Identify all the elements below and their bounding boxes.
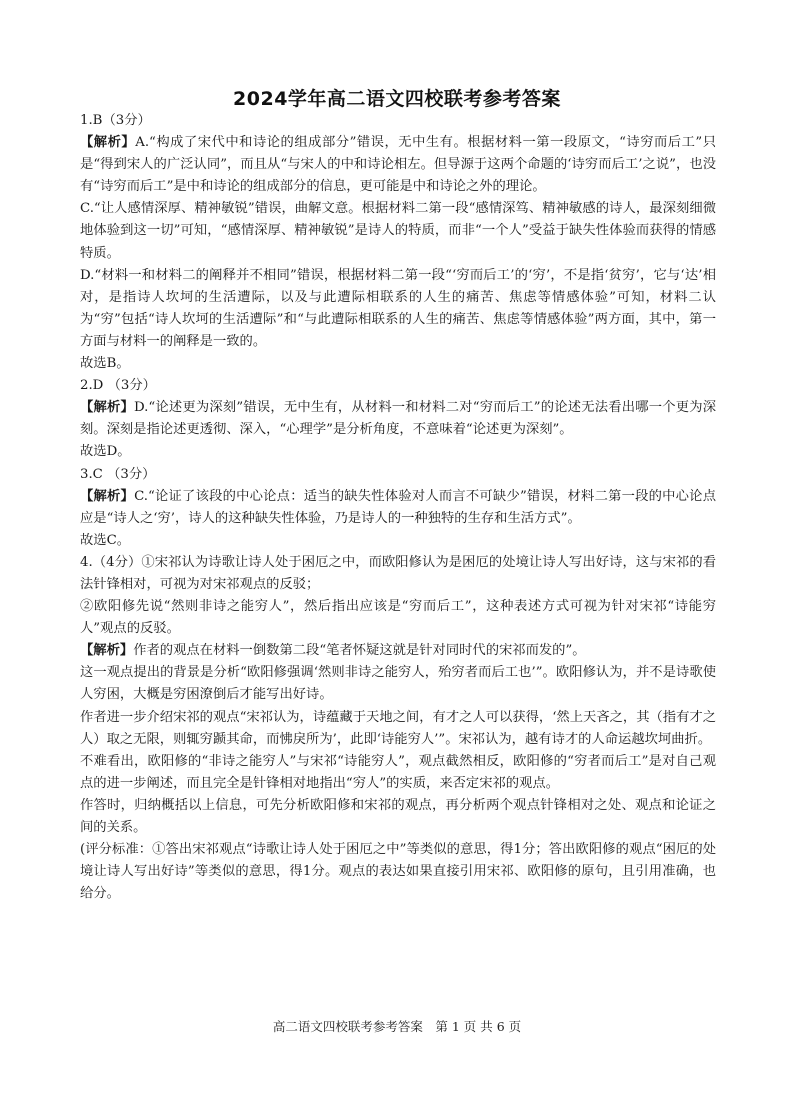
analysis-label: 【解析】: [80, 488, 135, 504]
paragraph: 3.C （3分）: [80, 466, 156, 482]
answer-content: [80, 110, 716, 905]
page-footer: 高二语文四校联考参考答案 第 1 页 共 6 页: [272, 1019, 522, 1034]
paragraph: 1.B（3分）: [80, 113, 151, 128]
paragraph: 2.D （3分）: [80, 378, 156, 394]
paragraph: 【解析】A.“构成了宋代中和诗论的组成部分”错误，无中生有。根据材料一第一段原文，“诗穷而后工”只是“得到宋人的广泛认同”，而且从“与宋人的中和诗论相左。但导源于这两个命题的‘诗穷而后工’之说”，也没有“诗穷而后工”是中和诗论的组成部分的信息，更可能是中和诗论之外的理论。: [80, 135, 717, 195]
analysis-label: 【解析】: [80, 643, 134, 659]
paragraph: 作者进一步介绍宋祁的观点“宋祁认为，诗蕴藏于天地之间，有才之人可以获得，‘然上天吝之，其（指有才之人）取之无限，则辄穷踬其命，而怫戾所为’，此即‘诗能穷人’”。宋祁认为，越有诗才的人命运越坎坷曲折。: [80, 709, 716, 747]
paragraph: 故选C。: [80, 532, 131, 548]
paragraph: 这一观点提出的背景是分析“欧阳修强调‘然则非诗之能穷人，殆穷者而后工也’”。欧阳修认为，并不是诗歌使人穷困，大概是穷困潦倒后才能写出好诗。: [80, 665, 716, 703]
paragraph: ②欧阳修先说“然则非诗之能穷人”，然后指出应该是“穷而后工”，这种表述方式可视为针对宋祁“诗能穷人”观点的反驳。: [80, 599, 716, 637]
paragraph: 【解析】作者的观点在材料一倒数第二段“笔者怀疑这就是针对同时代的宋祁而发的”。: [80, 643, 586, 659]
paragraph: (评分标准：①答出宋祁观点“诗歌让诗人处于困厄之中”等类似的意思，得1分；答出欧阳修的观点“困厄的处境让诗人写出好诗”等类似的意思，得1分。观点的表达如果直接引用宋祁、欧阳修的原句，且引用准确，也给分。: [80, 842, 716, 902]
analysis-label: 【解析】: [80, 400, 134, 416]
paragraph: 作答时，归纳概括以上信息，可先分析欧阳修和宋祁的观点，再分析两个观点针锋相对之处、观点和论证之间的关系。: [80, 797, 716, 835]
paragraph: D.“材料一和材料二的阐释并不相同”错误，根据材料二第一段“‘穷而后工’的‘穷’，不是指‘贫穷’，它与‘达’相对，是指诗人坎坷的生活遭际，以及与此遭际相联系的人生的痛苦、焦虑等情感体验”可知，材料二认为“穷”包括“诗人坎坷的生活遭际”和“与此遭际相联系的人生的痛苦、焦虑等情感体验”两方面，其中，第一方面与材料一的阐释是一致的。: [80, 267, 716, 349]
paragraph: 【解析】D.“论述更为深刻”错误，无中生有，从材料一和材料二对“穷而后工”的论述无法看出哪一个更为深刻。深刻是指论述更透彻、深入，“心理学”是分析角度，不意味着“论述更为深刻”。: [80, 400, 716, 438]
document-title: 2024学年高二语文四校联考参考答案: [233, 88, 561, 110]
paragraph: C.“让人感情深厚、精神敏锐”错误，曲解文意。根据材料二第一段“感情深笃、精神敏感的诗人，最深刻细微地体验到这一切”可知，“感情深厚、精神敏锐”是诗人的特质，而非“一个人”受益于缺失性体验而获得的情感特质。: [80, 201, 716, 261]
analysis-label: 【解析】: [80, 135, 136, 151]
paragraph: 4.（4分）①宋祁认为诗歌让诗人处于困厄之中，而欧阳修认为是困厄的处境让诗人写出好诗，这与宋祁的看法针锋相对，可视为对宋祁观点的反驳；: [80, 554, 716, 592]
paragraph: 【解析】C.“论证了该段的中心论点：适当的缺失性体验对人而言不可缺少”错误，材料二第一段的中心论点应是“诗人之‘穷’，诗人的这种缺失性体验，乃是诗人的一种独特的生存和生活方式”。: [80, 488, 717, 526]
paragraph: 故选B。: [80, 356, 130, 372]
paragraph: 不难看出，欧阳修的“非诗之能穷人”与宋祁“诗能穷人”，观点截然相反，欧阳修的“穷者而后工”是对自己观点的进一步阐述，而且完全是针锋相对地指出“穷人”的实质，来否定宋祁的观点。: [80, 753, 716, 791]
paragraph: 故选D。: [80, 444, 131, 460]
